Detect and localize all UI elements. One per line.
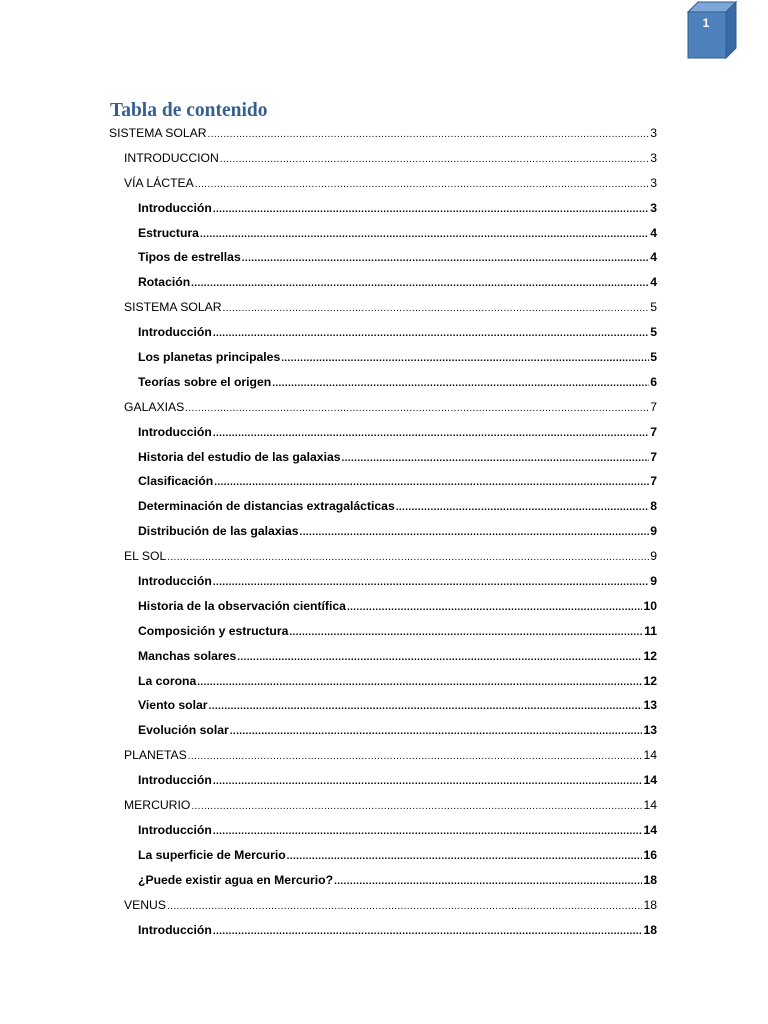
toc-entry-page: 9 [650, 574, 657, 589]
toc-entry-page: 14 [643, 798, 657, 813]
dot-leader [213, 818, 643, 843]
dot-leader [213, 320, 649, 345]
toc-entry-page: 9 [650, 549, 657, 564]
dot-leader [237, 644, 642, 669]
table-of-contents [0, 121, 768, 942]
dot-leader [272, 370, 649, 395]
toc-entry-label: Rotación [138, 270, 191, 295]
toc-entry[interactable] [0, 445, 768, 470]
dot-leader [342, 445, 650, 470]
toc-entry-page: 11 [644, 623, 657, 638]
toc-entry-label: VÍA LÁCTEA [124, 171, 195, 196]
dot-leader [167, 544, 649, 569]
toc-entry-label: Viento solar [138, 693, 209, 718]
toc-entry-page: 3 [650, 175, 657, 190]
toc-entry-label: MERCURIO [124, 793, 191, 818]
toc-entry-label: EL SOL [124, 544, 167, 569]
dot-leader [197, 669, 642, 694]
dot-leader [195, 171, 649, 196]
toc-entry-label: Introducción [138, 320, 213, 345]
toc-entry-page: 12 [643, 648, 657, 663]
dot-leader [167, 893, 642, 918]
toc-entry[interactable] [0, 270, 768, 295]
dot-leader [223, 295, 650, 320]
toc-title: Tabla de contenido [110, 100, 268, 121]
dot-leader [289, 619, 643, 644]
toc-entry-label: Tipos de estrellas [138, 245, 242, 270]
toc-entry[interactable] [0, 793, 768, 818]
toc-entry-label: La superficie de Mercurio [138, 843, 287, 868]
toc-entry-label: Introducción [138, 818, 213, 843]
page-number: 1 [702, 16, 710, 30]
toc-entry-page: 8 [650, 499, 657, 514]
dot-leader [213, 569, 649, 594]
toc-entry[interactable] [0, 768, 768, 793]
toc-entry[interactable] [0, 221, 768, 246]
toc-entry[interactable] [0, 245, 768, 270]
toc-entry-label: GALAXIAS [124, 395, 185, 420]
toc-entry[interactable] [0, 469, 768, 494]
toc-entry-page: 12 [643, 673, 657, 688]
toc-entry-page: 4 [650, 275, 657, 290]
toc-entry-label: Composición y estructura [138, 619, 289, 644]
toc-entry[interactable] [0, 594, 768, 619]
toc-entry[interactable] [0, 693, 768, 718]
toc-entry-label: Distribución de las galaxias [138, 519, 300, 544]
toc-entry-page: 18 [643, 897, 657, 912]
toc-entry-label: Clasificación [138, 469, 214, 494]
dot-leader [200, 221, 649, 246]
toc-entry-label: Introducción [138, 768, 213, 793]
toc-entry-page: 4 [650, 250, 657, 265]
toc-entry[interactable] [0, 743, 768, 768]
toc-entry-label: VENUS [124, 893, 167, 918]
toc-entry[interactable] [0, 420, 768, 445]
toc-entry-page: 5 [650, 350, 657, 365]
toc-entry-label: Historia de la observación científica [138, 594, 347, 619]
toc-entry[interactable] [0, 918, 768, 943]
dot-leader [213, 918, 643, 943]
toc-entry-label: Teorías sobre el origen [138, 370, 272, 395]
dot-leader [185, 395, 649, 420]
toc-entry-page: 13 [643, 698, 657, 713]
toc-entry-page: 18 [643, 922, 657, 937]
toc-entry[interactable] [0, 121, 768, 146]
dot-leader [191, 270, 649, 295]
toc-entry-label: Los planetas principales [138, 345, 281, 370]
toc-entry[interactable] [0, 295, 768, 320]
dot-leader [213, 420, 649, 445]
page-number-badge [686, 0, 738, 60]
toc-entry[interactable] [0, 519, 768, 544]
toc-entry-label: SISTEMA SOLAR [124, 295, 223, 320]
cube-icon [686, 0, 738, 60]
toc-entry-page: 5 [650, 325, 657, 340]
toc-entry[interactable] [0, 544, 768, 569]
toc-entry-label: Determinación de distancias extragalácticas [138, 494, 396, 519]
toc-entry[interactable] [0, 370, 768, 395]
toc-entry[interactable] [0, 669, 768, 694]
toc-entry-page: 18 [643, 872, 657, 887]
toc-entry-label: Introducción [138, 569, 213, 594]
toc-entry-page: 14 [643, 773, 657, 788]
toc-entry-page: 3 [650, 150, 657, 165]
toc-entry[interactable] [0, 395, 768, 420]
toc-entry-label: Estructura [138, 221, 200, 246]
dot-leader [209, 693, 643, 718]
dot-leader [300, 519, 650, 544]
toc-entry[interactable] [0, 619, 768, 644]
toc-entry-label: La corona [138, 669, 197, 694]
toc-entry-page: 4 [650, 225, 657, 240]
dot-leader [208, 121, 650, 146]
toc-entry-page: 5 [650, 300, 657, 315]
toc-entry[interactable] [0, 345, 768, 370]
toc-entry[interactable] [0, 171, 768, 196]
toc-entry-label: INTRODUCCION [124, 146, 220, 171]
toc-entry-label: Introducción [138, 196, 213, 221]
toc-entry-page: 7 [650, 449, 657, 464]
dot-leader [287, 843, 643, 868]
toc-entry-page: 14 [643, 822, 657, 837]
toc-entry[interactable] [0, 818, 768, 843]
toc-entry-page: 9 [650, 524, 657, 539]
toc-entry-label: Evolución solar [138, 718, 230, 743]
toc-entry-page: 3 [650, 126, 657, 140]
dot-leader [188, 743, 643, 768]
toc-entry-page: 14 [643, 748, 657, 763]
dot-leader [396, 494, 649, 519]
toc-entry-page: 7 [650, 399, 657, 414]
dot-leader [347, 594, 643, 619]
toc-entry[interactable] [0, 893, 768, 918]
toc-entry[interactable] [0, 196, 768, 221]
toc-entry-page: 3 [650, 200, 657, 215]
toc-entry[interactable] [0, 843, 768, 868]
toc-entry-label: Introducción [138, 420, 213, 445]
toc-entry[interactable] [0, 868, 768, 893]
toc-entry-page: 10 [643, 598, 657, 613]
toc-entry[interactable] [0, 146, 768, 171]
toc-entry-label: Historia del estudio de las galaxias [138, 445, 342, 470]
toc-entry[interactable] [0, 718, 768, 743]
dot-leader [281, 345, 649, 370]
dot-leader [230, 718, 643, 743]
toc-entry[interactable] [0, 494, 768, 519]
dot-leader [334, 868, 642, 893]
toc-entry[interactable] [0, 644, 768, 669]
toc-entry-page: 7 [650, 474, 657, 489]
dot-leader [191, 793, 642, 818]
toc-entry[interactable] [0, 320, 768, 345]
toc-entry-label: Introducción [138, 918, 213, 943]
toc-entry-page: 16 [643, 847, 657, 862]
toc-entry-label: ¿Puede existir agua en Mercurio? [138, 868, 334, 893]
toc-entry-label: PLANETAS [124, 743, 188, 768]
dot-leader [242, 245, 649, 270]
dot-leader [214, 469, 649, 494]
toc-entry-label: Manchas solares [138, 644, 237, 669]
toc-entry-page: 13 [643, 723, 657, 738]
dot-leader [213, 196, 649, 221]
dot-leader [220, 146, 649, 171]
toc-entry-label: SISTEMA SOLAR [109, 121, 208, 146]
toc-entry-page: 7 [650, 424, 657, 439]
toc-entry[interactable] [0, 569, 768, 594]
dot-leader [213, 768, 643, 793]
toc-entry-page: 6 [650, 374, 657, 389]
